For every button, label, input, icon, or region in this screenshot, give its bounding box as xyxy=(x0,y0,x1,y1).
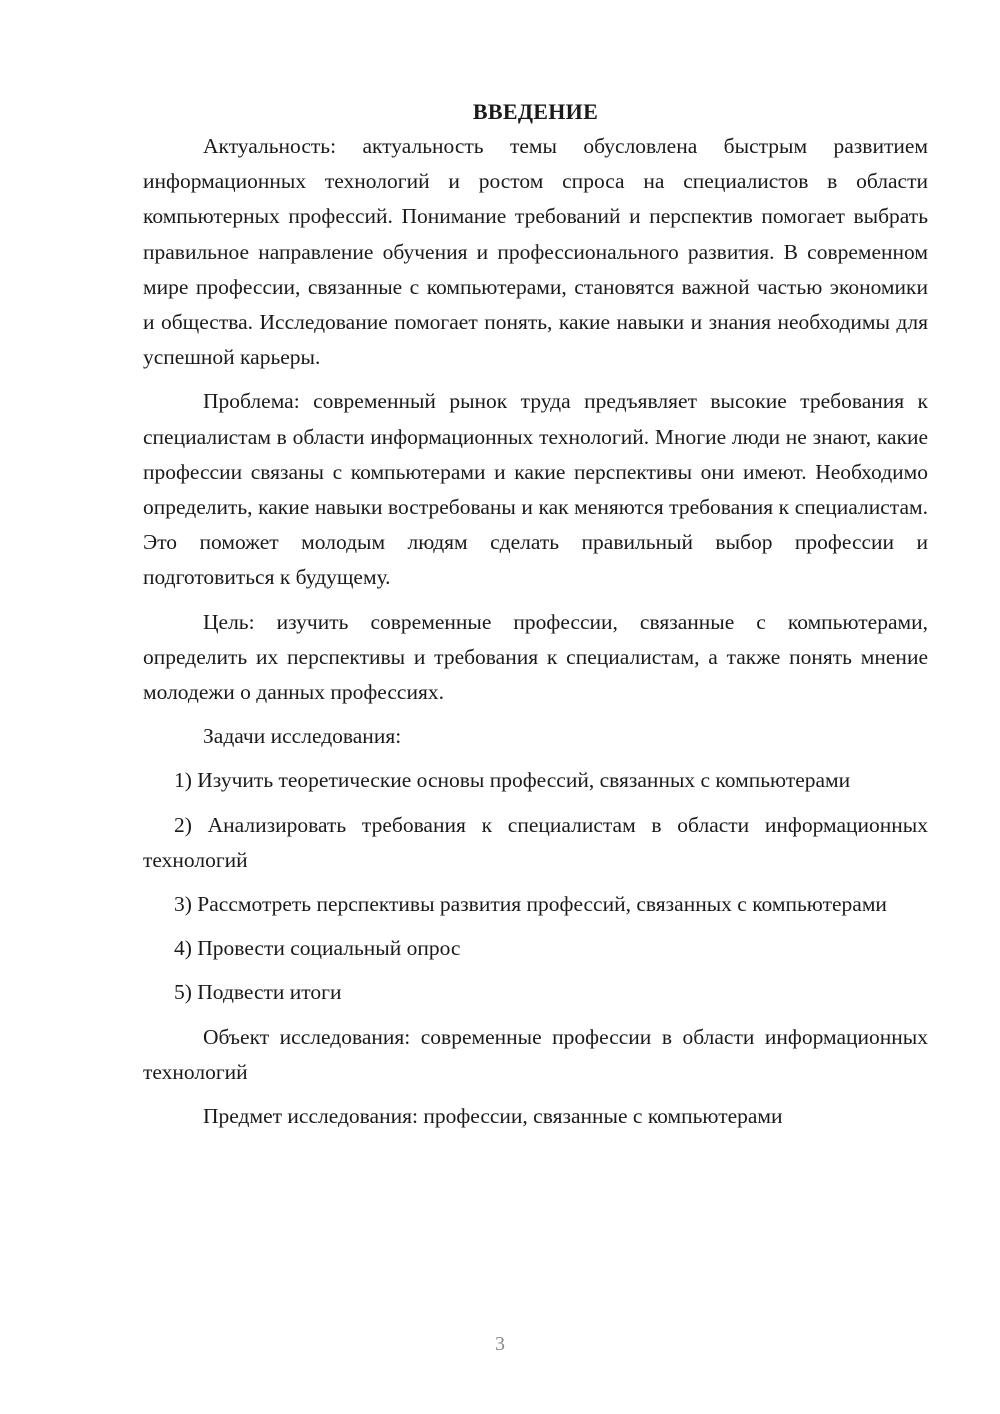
task-item-1: 1) Изучить теоретические основы профессий, связанных с компьютерами xyxy=(174,768,851,793)
paragraph-goal: Цель: изучить современные профессии, связанные с компьютерами, определить их перспективы и требования к специалистам, а также понять мнение молодежи о данных профессиях. xyxy=(143,609,928,705)
section-title: ВВЕДЕНИЕ xyxy=(472,99,599,124)
tasks-heading: Задачи исследования: xyxy=(203,724,402,749)
page-number: 3 xyxy=(495,1333,505,1355)
task-item-5: 5) Подвести итоги xyxy=(174,980,342,1005)
document-page xyxy=(143,94,928,1143)
task-item-3: 3) Рассмотреть перспективы развития профессий, связанных с компьютерами xyxy=(174,892,887,917)
paragraph-object: Объект исследования: современные профессии в области информационных технологий xyxy=(143,1024,928,1084)
task-item-2: 2) Анализировать требования к специалистам в области информационных технологий xyxy=(143,812,928,872)
paragraph-subject: Предмет исследования: профессии, связанные с компьютерами xyxy=(203,1104,783,1129)
paragraph-problem: Проблема: современный рынок труда предъявляет высокие требования к специалистам в области информационных технологий. Многие люди не знают, какие профессии связаны с компьютерами и какие перспективы они имеют. Необходимо определить, какие навыки востребованы и как меняются требования к специалистам. Это поможет молодым людям сделать правильный выбор профессии и подготовиться к будущему. xyxy=(143,389,928,590)
task-item-4: 4) Провести социальный опрос xyxy=(174,936,461,961)
paragraph-relevance: Актуальность: актуальность темы обусловлена быстрым развитием информационных технологий и ростом спроса на специалистов в области компьютерных профессий. Понимание требований и перспектив помогает выбрать правильное направление обучения и профессионального развития. В современном мире профессии, связанные с компьютерами, становятся важной частью экономики и общества. Исследование помогает понять, какие навыки и знания необходимы для успешной карьеры. xyxy=(143,134,928,370)
